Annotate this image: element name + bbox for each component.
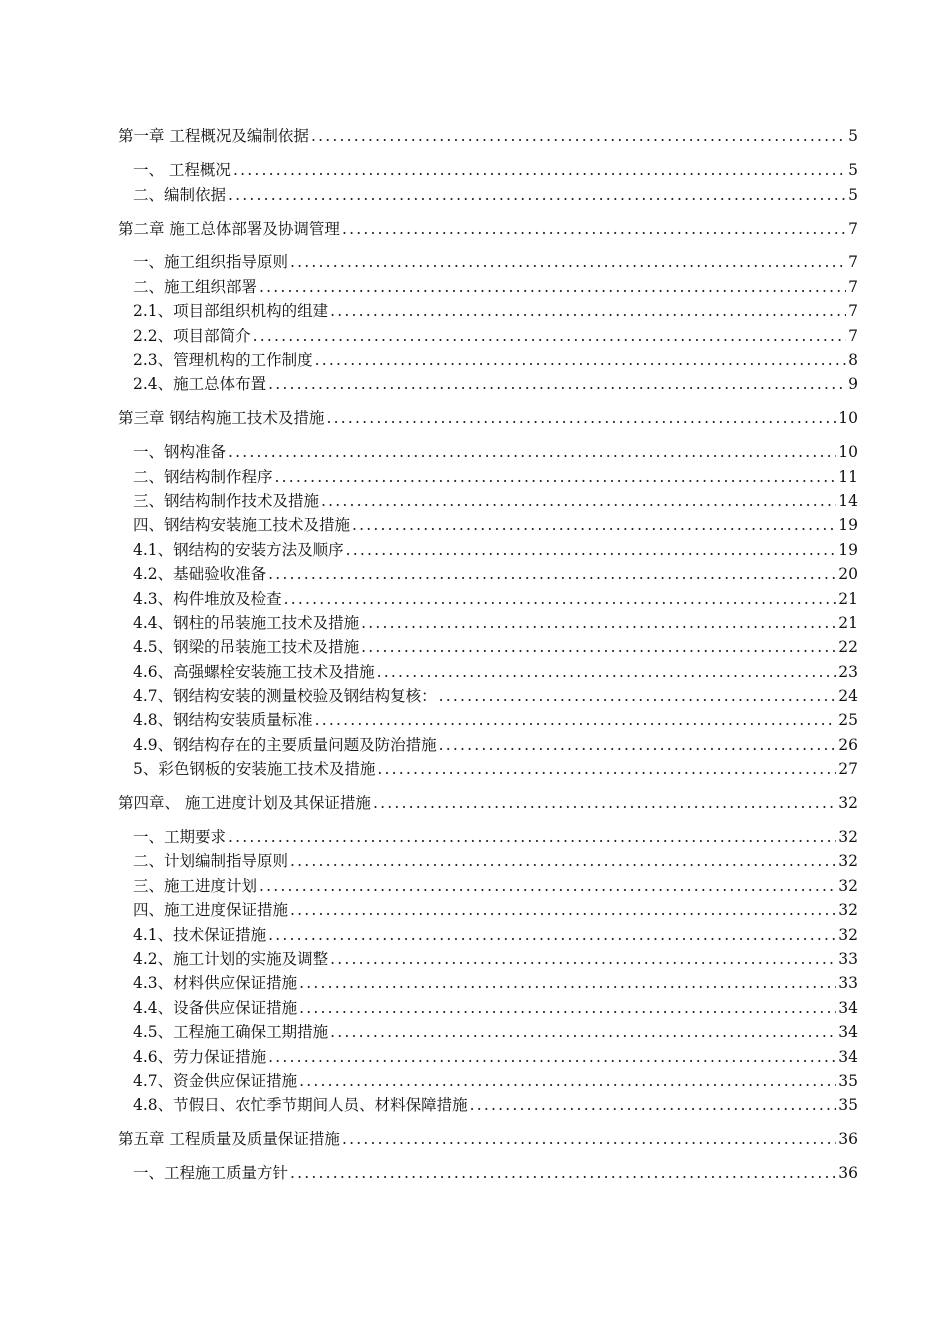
toc-entry-title: 4.7、资金供应保证措施 xyxy=(133,1071,298,1090)
toc-page-number: 5 xyxy=(848,161,858,180)
toc-page-number: 33 xyxy=(838,974,858,993)
toc-leader-dots xyxy=(439,686,837,706)
toc-section-entry[interactable] xyxy=(0,945,950,969)
toc-chapter-entry[interactable] xyxy=(0,214,950,238)
toc-entry-title: 二、钢结构制作程序 xyxy=(133,467,273,486)
toc-entry-title: 4.1、钢结构的安装方法及顺序 xyxy=(133,540,344,559)
toc-entry-title: 四、施工进度保证措施 xyxy=(133,901,289,920)
toc-section-entry[interactable] xyxy=(0,1159,950,1183)
toc-entry-title: 第二章 施工总体部署及协调管理 xyxy=(118,219,340,238)
toc-entry-title: 2.1、项目部组织机构的组建 xyxy=(133,302,329,321)
toc-leader-dots xyxy=(284,589,837,609)
toc-page-number: 32 xyxy=(838,828,858,847)
toc-leader-dots xyxy=(326,408,836,428)
toc-page-number: 19 xyxy=(838,540,858,559)
toc-section-entry[interactable] xyxy=(0,535,950,559)
toc-page-number: 8 xyxy=(848,351,858,370)
toc-page-number: 32 xyxy=(838,876,858,895)
toc-page-number: 11 xyxy=(838,467,858,486)
toc-page-number: 35 xyxy=(838,1071,858,1090)
toc-section-entry[interactable] xyxy=(0,847,950,871)
toc-entry-title: 2.4、施工总体布置 xyxy=(133,375,267,394)
toc-section-entry[interactable] xyxy=(0,657,950,681)
toc-chapter-entry[interactable] xyxy=(0,789,950,813)
toc-leader-dots xyxy=(228,442,836,462)
toc-leader-dots xyxy=(299,998,836,1018)
toc-leader-dots xyxy=(470,1095,837,1115)
toc-section-entry[interactable] xyxy=(0,462,950,486)
toc-page-number: 36 xyxy=(838,1164,858,1183)
toc-leader-dots xyxy=(299,1071,836,1091)
toc-section-entry[interactable] xyxy=(0,487,950,511)
toc-page-number: 7 xyxy=(848,302,858,321)
toc-section-entry[interactable] xyxy=(0,896,950,920)
toc-entry-title: 三、施工进度计划 xyxy=(133,876,258,895)
toc-leader-dots xyxy=(342,1129,836,1149)
toc-entry-title: 一、工期要求 xyxy=(133,828,227,847)
toc-leader-dots xyxy=(290,1163,836,1183)
toc-page-number: 21 xyxy=(838,589,858,608)
toc-entry-title: 4.9、钢结构存在的主要质量问题及防治措施 xyxy=(133,735,437,754)
toc-section-entry[interactable] xyxy=(0,755,950,779)
toc-leader-dots xyxy=(233,160,846,180)
toc-entry-title: 一、钢构准备 xyxy=(133,443,227,462)
toc-page-number: 36 xyxy=(838,1130,858,1149)
toc-leader-dots xyxy=(330,1022,836,1042)
toc-leader-dots xyxy=(439,735,837,755)
toc-section-entry[interactable] xyxy=(0,156,950,180)
toc-leader-dots xyxy=(377,662,837,682)
table-of-contents xyxy=(0,122,950,1183)
toc-page-number: 33 xyxy=(838,950,858,968)
toc-leader-dots xyxy=(268,564,836,584)
toc-page-number: 7 xyxy=(848,253,858,272)
toc-entry-title: 一、 工程概况 xyxy=(133,161,231,180)
toc-page-number: 21 xyxy=(838,613,858,632)
toc-entry-title: 三、钢结构制作技术及措施 xyxy=(133,491,320,510)
toc-leader-dots xyxy=(373,793,836,813)
toc-entry-title: 四、钢结构安装施工技术及措施 xyxy=(133,516,351,535)
toc-entry-title: 4.7、钢结构安装的测量校验及钢结构复核： xyxy=(133,687,437,706)
toc-entry-title: 4.2、施工计划的实施及调整 xyxy=(133,950,329,968)
toc-page-number: 7 xyxy=(848,326,858,345)
toc-leader-dots xyxy=(290,252,846,272)
toc-entry-title: 4.3、材料供应保证措施 xyxy=(133,974,298,993)
toc-leader-dots xyxy=(268,925,836,945)
toc-page-number: 5 xyxy=(848,185,858,204)
toc-page-number: 34 xyxy=(838,1047,858,1066)
toc-page-number: 32 xyxy=(838,852,858,871)
toc-section-entry[interactable] xyxy=(0,272,950,296)
toc-leader-dots xyxy=(361,637,836,657)
toc-section-entry[interactable] xyxy=(0,1091,950,1115)
toc-section-entry[interactable] xyxy=(0,969,950,993)
toc-page-number: 24 xyxy=(838,687,858,706)
toc-entry-title: 二、编制依据 xyxy=(133,185,227,204)
toc-entry-title: 4.6、高强螺栓安装施工技术及措施 xyxy=(133,662,375,681)
toc-section-entry[interactable] xyxy=(0,321,950,345)
toc-leader-dots xyxy=(253,326,846,346)
toc-section-entry[interactable] xyxy=(0,370,950,394)
toc-entry-title: 2.3、管理机构的工作制度 xyxy=(133,351,313,370)
toc-chapter-entry[interactable] xyxy=(0,1125,950,1149)
toc-leader-dots xyxy=(315,710,837,730)
toc-page-number: 10 xyxy=(838,443,858,462)
toc-page-number: 32 xyxy=(838,794,858,813)
toc-leader-dots xyxy=(228,185,846,205)
toc-leader-dots xyxy=(275,467,837,487)
toc-page-number: 23 xyxy=(838,662,858,681)
toc-page-number: 9 xyxy=(848,375,858,394)
toc-section-entry[interactable] xyxy=(0,920,950,944)
toc-section-entry[interactable] xyxy=(0,993,950,1017)
toc-section-entry[interactable] xyxy=(0,871,950,895)
toc-leader-dots xyxy=(290,900,836,920)
toc-section-entry[interactable] xyxy=(0,511,950,535)
toc-page-number: 7 xyxy=(848,219,858,238)
toc-section-entry[interactable] xyxy=(0,609,950,633)
toc-leader-dots xyxy=(330,949,836,969)
toc-page-number: 34 xyxy=(838,998,858,1017)
toc-entry-title: 4.4、设备供应保证措施 xyxy=(133,998,298,1017)
toc-page-number: 5 xyxy=(848,127,858,146)
toc-page-number: 10 xyxy=(838,409,858,428)
toc-entry-title: 4.3、构件堆放及检查 xyxy=(133,589,282,608)
toc-section-entry[interactable] xyxy=(0,180,950,204)
toc-section-entry[interactable] xyxy=(0,584,950,608)
toc-chapter-entry[interactable] xyxy=(0,122,950,146)
toc-section-entry[interactable] xyxy=(0,297,950,321)
toc-entry-title: 5、彩色钢板的安装施工技术及措施 xyxy=(133,760,376,779)
toc-leader-dots xyxy=(228,827,836,847)
toc-section-entry[interactable] xyxy=(0,633,950,657)
toc-leader-dots xyxy=(268,374,846,394)
toc-section-entry[interactable] xyxy=(0,346,950,370)
toc-entry-title: 2.2、项目部简介 xyxy=(133,326,251,345)
toc-section-entry[interactable] xyxy=(0,823,950,847)
toc-section-entry[interactable] xyxy=(0,1067,950,1091)
toc-leader-dots xyxy=(352,515,836,535)
toc-entry-title: 4.6、劳力保证措施 xyxy=(133,1047,267,1066)
toc-section-entry[interactable] xyxy=(0,1018,950,1042)
toc-entry-title: 第三章 钢结构施工技术及措施 xyxy=(118,409,325,428)
toc-entry-title: 4.5、钢梁的吊装施工技术及措施 xyxy=(133,638,360,657)
toc-page-number: 32 xyxy=(838,925,858,944)
toc-entry-title: 4.4、钢柱的吊装施工技术及措施 xyxy=(133,613,360,632)
toc-leader-dots xyxy=(268,1047,836,1067)
toc-entry-title: 4.1、技术保证措施 xyxy=(133,925,267,944)
toc-entry-title: 4.5、工程施工确保工期措施 xyxy=(133,1023,329,1042)
toc-page-number: 35 xyxy=(838,1096,858,1115)
toc-leader-dots xyxy=(315,350,846,370)
toc-leader-dots xyxy=(259,876,836,896)
toc-page-number: 20 xyxy=(838,565,858,584)
toc-section-entry[interactable] xyxy=(0,560,950,584)
toc-section-entry[interactable] xyxy=(0,682,950,706)
toc-entry-title: 一、工程施工质量方针 xyxy=(133,1164,289,1183)
toc-section-entry[interactable] xyxy=(0,706,950,730)
toc-page-number: 14 xyxy=(838,491,858,510)
toc-leader-dots xyxy=(321,491,836,511)
toc-entry-title: 一、施工组织指导原则 xyxy=(133,253,289,272)
toc-leader-dots xyxy=(342,219,846,239)
toc-entry-title: 二、计划编制指导原则 xyxy=(133,852,289,871)
toc-entry-title: 4.8、钢结构安装质量标准 xyxy=(133,711,313,730)
toc-entry-title: 4.2、基础验收准备 xyxy=(133,565,267,584)
toc-entry-title: 二、施工组织部署 xyxy=(133,277,258,296)
toc-entry-title: 第五章 工程质量及质量保证措施 xyxy=(118,1130,340,1149)
toc-leader-dots xyxy=(361,613,836,633)
toc-leader-dots xyxy=(290,851,836,871)
toc-entry-title: 4.8、节假日、农忙季节期间人员、材料保障措施 xyxy=(133,1096,468,1115)
toc-leader-dots xyxy=(346,540,837,560)
toc-page-number: 32 xyxy=(838,901,858,920)
toc-leader-dots xyxy=(330,301,846,321)
toc-entry-title: 第一章 工程概况及编制依据 xyxy=(118,127,309,146)
toc-section-entry[interactable] xyxy=(0,730,950,754)
toc-leader-dots xyxy=(377,759,836,779)
toc-page-number: 22 xyxy=(838,638,858,657)
toc-leader-dots xyxy=(259,277,846,297)
toc-page-number: 26 xyxy=(838,735,858,754)
toc-entry-title: 第四章、 施工进度计划及其保证措施 xyxy=(118,794,371,813)
toc-page-number: 7 xyxy=(848,277,858,296)
toc-page-number: 19 xyxy=(838,516,858,535)
toc-section-entry[interactable] xyxy=(0,438,950,462)
toc-page-number: 25 xyxy=(838,711,858,730)
toc-chapter-entry[interactable] xyxy=(0,404,950,428)
toc-leader-dots xyxy=(311,126,846,146)
toc-page-number: 27 xyxy=(838,760,858,779)
toc-page-number: 34 xyxy=(838,1023,858,1042)
toc-section-entry[interactable] xyxy=(0,248,950,272)
toc-section-entry[interactable] xyxy=(0,1042,950,1066)
toc-leader-dots xyxy=(299,973,836,993)
